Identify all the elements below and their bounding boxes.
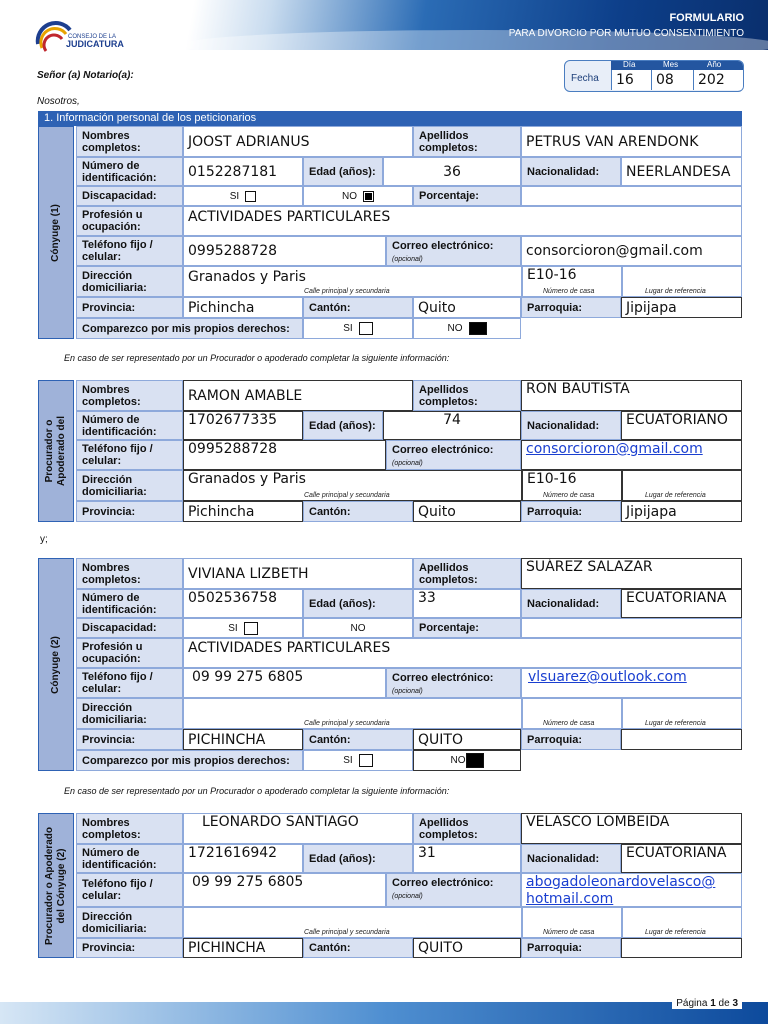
c2-discapacidad-no[interactable]: NO <box>303 618 413 638</box>
procurador-note-2: En caso de ser representado por un Procurador o apoderado completar la siguiente información: <box>64 786 450 796</box>
fecha-headers <box>611 61 743 70</box>
c1-correo-field[interactable]: consorcioron@gmail.com <box>521 236 742 266</box>
anio-header: Año <box>707 60 722 69</box>
y-text: y; <box>40 534 48 545</box>
p1-numcasa-field[interactable]: E10-16 Número de casa <box>522 470 622 501</box>
c2-porcentaje-label: Porcentaje: <box>413 618 521 638</box>
fecha-box <box>564 60 744 92</box>
checkbox-empty-icon[interactable] <box>245 191 256 202</box>
c1-correo-label: Correo electrónico: (opcional) <box>386 236 521 266</box>
c2-nombres-label: Nombres completos: <box>76 558 183 589</box>
p1-parroquia-field[interactable]: Jipijapa <box>621 501 742 522</box>
c1-comparezco-no[interactable]: NO <box>413 318 521 339</box>
nosotros: Nosotros, <box>37 96 80 107</box>
p1-apellidos-label: Apellidos completos: <box>413 380 521 411</box>
p1-canton-label: Cantón: <box>303 501 413 522</box>
p2-apellidos-label: Apellidos completos: <box>413 813 521 844</box>
p2-numid-label: Número de identificación: <box>76 844 183 873</box>
c1-canton-label: Cantón: <box>303 297 413 318</box>
p2-nombres-field[interactable]: LEONARDO SANTIAGO <box>183 813 413 844</box>
mes-header: Mes <box>663 60 679 69</box>
c2-nacionalidad-field[interactable]: ECUATORIANA <box>621 589 742 618</box>
p1-provincia-label: Provincia: <box>76 501 183 522</box>
c1-edad-field[interactable]: 36 <box>383 157 521 186</box>
p1-nacionalidad-label: Nacionalidad: <box>521 411 621 440</box>
c1-nombres-label: Nombres completos: <box>76 126 183 157</box>
c1-referencia-field[interactable]: Lugar de referencia <box>622 266 742 297</box>
c2-apellidos-field[interactable]: SUÁREZ SALAZAR <box>521 558 742 589</box>
page-number: Página 1 de 3 <box>672 998 742 1009</box>
c2-telefono-field[interactable]: 09 99 275 6805 <box>183 668 386 698</box>
p1-correo-label: Correo electrónico: (opcional) <box>386 440 521 470</box>
procurador2-side-label: Procurador o Apoderado del Cónyuge (2) <box>38 813 74 958</box>
senor-notario: Señor (a) Notario(a): <box>37 70 134 81</box>
p1-apellidos-field[interactable]: RON BAUTISTA <box>521 380 742 411</box>
p2-telefono-label: Teléfono fijo / celular: <box>76 873 183 907</box>
p2-numid-field[interactable]: 1721616942 <box>183 844 303 873</box>
logo-line2: JUDICATURA <box>66 39 124 49</box>
c2-numid-label: Número de identificación: <box>76 589 183 618</box>
c2-discapacidad-si[interactable]: SI <box>183 618 303 638</box>
c2-telefono-label: Teléfono fijo / celular: <box>76 668 183 698</box>
judicatura-logo <box>30 18 140 62</box>
c1-edad-label: Edad (años): <box>303 157 383 186</box>
c1-porcentaje-label: Porcentaje: <box>413 186 521 206</box>
fecha-mes[interactable]: 08 <box>651 70 693 90</box>
c2-comparezco-si[interactable]: SI <box>303 750 413 771</box>
c2-numcasa-field[interactable]: Número de casa <box>522 698 622 729</box>
p2-canton-field[interactable]: QUITO <box>413 938 521 958</box>
c2-comparezco-label: Comparezco por mis propios derechos: <box>76 750 303 771</box>
c2-nacionalidad-label: Nacionalidad: <box>521 589 621 618</box>
p1-edad-label: Edad (años): <box>303 411 383 440</box>
c1-discapacidad-si[interactable]: SI <box>183 186 303 206</box>
c2-numid-field[interactable]: 0502536758 <box>183 589 303 618</box>
c2-apellidos-label: Apellidos completos: <box>413 558 521 589</box>
fecha-label: Fecha <box>571 73 599 84</box>
c1-parroquia-field[interactable]: Jipijapa <box>621 297 742 318</box>
p2-parroquia-field[interactable] <box>621 938 742 958</box>
checkbox-empty-icon[interactable] <box>244 622 258 635</box>
c1-comparezco-si[interactable]: SI <box>303 318 413 339</box>
p2-provincia-label: Provincia: <box>76 938 183 958</box>
c2-provincia-label: Provincia: <box>76 729 183 750</box>
c2-edad-label: Edad (años): <box>303 589 413 618</box>
p1-numid-field[interactable]: 1702677335 <box>183 411 303 440</box>
p2-direccion-label: Dirección domiciliaria: <box>76 907 183 938</box>
c1-apellidos-field[interactable]: PETRUS VAN ARENDONK <box>521 126 742 157</box>
p1-nombres-field[interactable]: RAMON AMABLE <box>183 380 413 411</box>
c2-provincia-field[interactable]: PICHINCHA <box>183 729 303 750</box>
c1-profesion-label: Profesión u ocupación: <box>76 206 183 236</box>
c2-referencia-field[interactable]: Lugar de referencia <box>622 698 742 729</box>
p1-telefono-field[interactable]: 0995288728 <box>183 440 386 470</box>
p2-nacionalidad-label: Nacionalidad: <box>521 844 621 873</box>
p1-provincia-field[interactable]: Pichincha <box>183 501 303 522</box>
p2-correo-link[interactable]: abogadoleonardovelasco@ hotmail.com <box>521 873 742 907</box>
c1-discapacidad-label: Discapacidad: <box>76 186 183 206</box>
c1-profesion-field[interactable]: ACTIVIDADES PARTICULARES <box>183 206 742 236</box>
checkbox-filled-icon[interactable] <box>469 322 487 335</box>
c2-profesion-field[interactable]: ACTIVIDADES PARTICULARES <box>183 638 742 668</box>
p1-parroquia-label: Parroquia: <box>521 501 621 522</box>
c1-parroquia-label: Parroquia: <box>521 297 621 318</box>
c2-correo-link[interactable]: vlsuarez@outlook.com <box>521 668 742 698</box>
c1-nombres-field[interactable]: JOOST ADRIANUS <box>183 126 413 157</box>
c1-discapacidad-no[interactable]: NO <box>303 186 413 206</box>
c1-telefono-label: Teléfono fijo / celular: <box>76 236 183 266</box>
p2-edad-label: Edad (años): <box>303 844 413 873</box>
conyuge2-side-label: Cónyuge (2) <box>38 558 74 771</box>
fecha-anio[interactable]: 202 <box>693 70 743 90</box>
c1-numid-label: Número de identificación: <box>76 157 183 186</box>
c1-telefono-field[interactable]: 0995288728 <box>183 236 386 266</box>
p2-referencia-field[interactable]: Lugar de referencia <box>622 907 742 938</box>
c1-apellidos-label: Apellidos completos: <box>413 126 521 157</box>
p1-edad-field[interactable]: 74 <box>383 411 521 440</box>
c2-porcentaje-field[interactable] <box>521 618 742 638</box>
c1-direccion-label: Dirección domiciliaria: <box>76 266 183 297</box>
p1-direccion-field[interactable]: Granados y Paris Calle principal y secundaria <box>183 470 522 501</box>
procurador1-side-label: Procurador o Apoderado del <box>38 380 74 522</box>
p2-nombres-label: Nombres completos: <box>76 813 183 844</box>
c1-numcasa-field[interactable]: E10-16 Número de casa <box>522 266 622 297</box>
c1-numid-field[interactable]: 0152287181 <box>183 157 303 186</box>
p2-numcasa-field[interactable]: Número de casa <box>522 907 622 938</box>
c2-profesion-label: Profesión u ocupación: <box>76 638 183 668</box>
p2-canton-label: Cantón: <box>303 938 413 958</box>
c2-comparezco-no[interactable]: NO <box>413 750 521 771</box>
c2-canton-label: Cantón: <box>303 729 413 750</box>
c1-nacionalidad-label: Nacionalidad: <box>521 157 621 186</box>
p2-provincia-field[interactable]: PICHINCHA <box>183 938 303 958</box>
c1-direccion-field[interactable]: Granados y Paris Calle principal y secundaria <box>183 266 522 297</box>
c1-porcentaje-field[interactable] <box>521 186 742 206</box>
p1-referencia-field[interactable]: Lugar de referencia <box>622 470 742 501</box>
procurador-note-1: En caso de ser representado por un Procurador o apoderado completar la siguiente información: <box>64 353 450 363</box>
c1-canton-field[interactable]: Quito <box>413 297 521 318</box>
p1-correo-link[interactable]: consorcioron@gmail.com <box>521 440 742 470</box>
c1-provincia-field[interactable]: Pichincha <box>183 297 303 318</box>
p2-nacionalidad-field[interactable]: ECUATORIANA <box>621 844 742 873</box>
c2-nombres-field[interactable]: VIVIANA LIZBETH <box>183 558 413 589</box>
p2-correo-label: Correo electrónico: (opcional) <box>386 873 521 907</box>
conyuge1-side-label: Cónyuge (1) <box>38 126 74 339</box>
p1-nombres-label: Nombres completos: <box>76 380 183 411</box>
checkbox-empty-icon[interactable] <box>359 754 373 767</box>
form-subtitle: PARA DIVORCIO POR MUTUO CONSENTIMIENTO <box>508 28 744 39</box>
p2-edad-field[interactable]: 31 <box>413 844 521 873</box>
c1-comparezco-label: Comparezco por mis propios derechos: <box>76 318 303 339</box>
c1-provincia-label: Provincia: <box>76 297 183 318</box>
checkbox-empty-icon[interactable] <box>359 322 373 335</box>
form-title: FORMULARIO <box>669 12 744 24</box>
p1-direccion-label: Dirección domiciliaria: <box>76 470 183 501</box>
p1-telefono-label: Teléfono fijo / celular: <box>76 440 183 470</box>
c2-discapacidad-label: Discapacidad: <box>76 618 183 638</box>
c2-direccion-field[interactable]: Calle principal y secundaria <box>183 698 522 729</box>
c2-canton-field[interactable]: QUITO <box>413 729 521 750</box>
p2-telefono-field[interactable]: 09 99 275 6805 <box>183 873 386 907</box>
dia-header: Día <box>623 60 636 69</box>
checkbox-filled-icon[interactable] <box>466 753 484 768</box>
c2-edad-field[interactable]: 33 <box>413 589 521 618</box>
c2-direccion-label: Dirección domiciliaria: <box>76 698 183 729</box>
p2-apellidos-field[interactable]: VELASCO LOMBEIDA <box>521 813 742 844</box>
p1-numid-label: Número de identificación: <box>76 411 183 440</box>
p2-direccion-field[interactable]: Calle principal y secundaria <box>183 907 522 938</box>
p1-nacionalidad-field[interactable]: ECUATORIANO <box>621 411 742 440</box>
checkbox-checked-icon[interactable] <box>363 191 374 202</box>
c2-correo-label: Correo electrónico: (opcional) <box>386 668 521 698</box>
footer-band <box>0 1002 768 1024</box>
logo-line1: CONSEJO DE LA <box>68 34 117 40</box>
p1-canton-field[interactable]: Quito <box>413 501 521 522</box>
c1-nacionalidad-field[interactable]: NEERLANDESA <box>621 157 742 186</box>
c2-parroquia-label: Parroquia: <box>521 729 621 750</box>
c2-parroquia-field[interactable] <box>621 729 742 750</box>
fecha-dia[interactable]: 16 <box>611 70 651 90</box>
section-1-title: 1. Información personal de los peticionarios <box>38 111 742 126</box>
p2-parroquia-label: Parroquia: <box>521 938 621 958</box>
